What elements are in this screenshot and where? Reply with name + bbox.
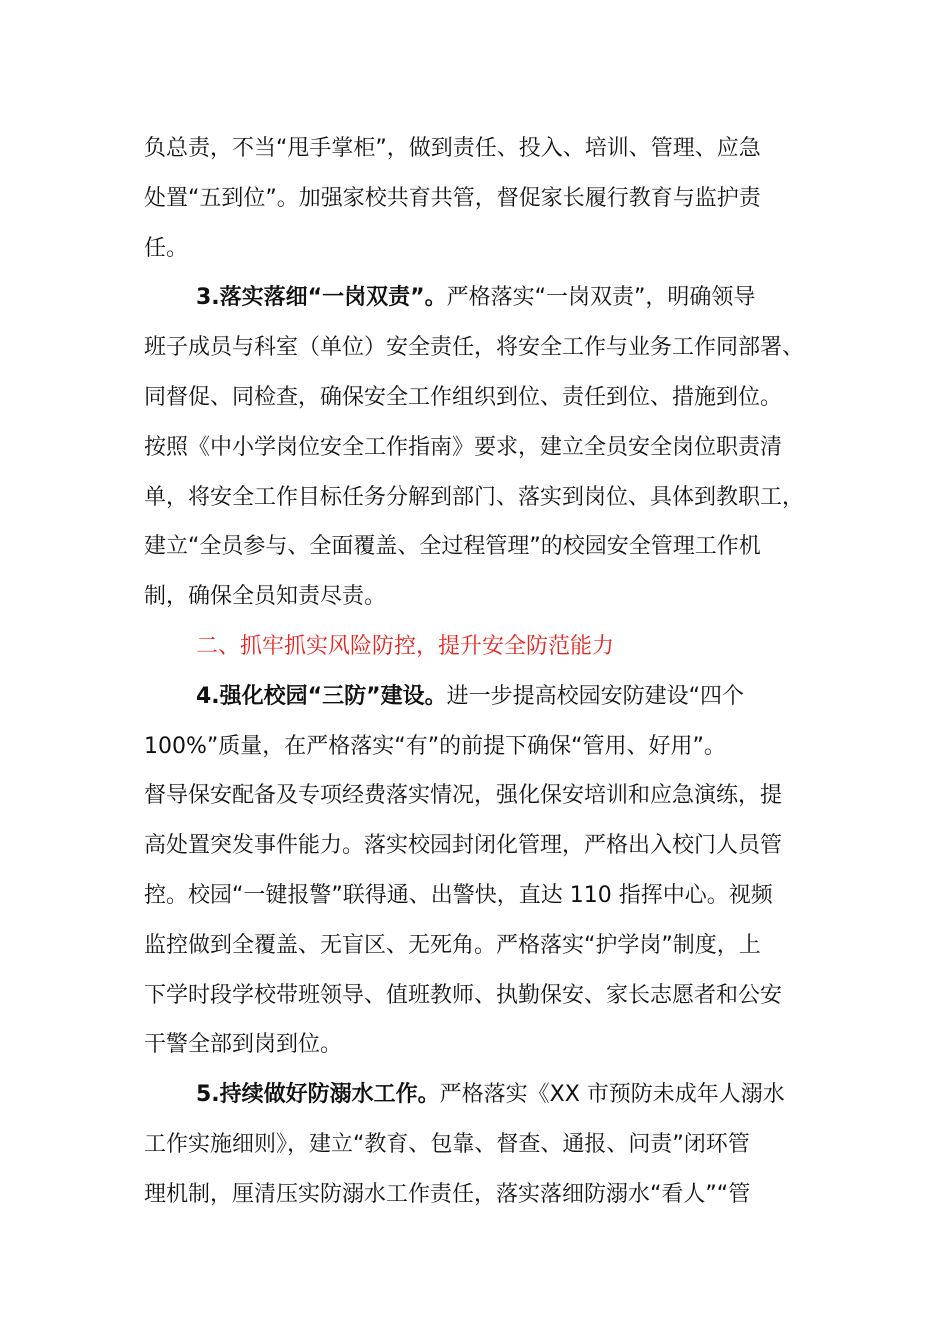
chapter-heading-text: 二、抓牢抓实风险防控，提升安全防范能力 [196, 634, 615, 659]
paragraph-line [144, 582, 386, 612]
paragraph-line [196, 632, 614, 662]
paragraph-line [144, 981, 782, 1011]
body-text: 建立“全员参与、全面覆盖、全过程管理”的校园安全管理工作机 [144, 534, 761, 560]
body-text: 任。 [144, 235, 189, 261]
body-text: 同督促、同检查，确保安全工作组织到位、责任到位、措施到位。 [144, 385, 783, 410]
body-text: 班子成员与科室（单位）安全责任，将安全工作与业务工作同部署、 [144, 335, 805, 361]
body-text: 严格落实《XX 市预防未成年人溺水 [439, 1082, 785, 1108]
paragraph-line [144, 383, 782, 413]
section-heading-text: 3.落实落细“一岗双责”。 [196, 285, 447, 311]
paragraph-line [196, 682, 744, 712]
body-text: 制，确保全员知责尽责。 [144, 584, 387, 610]
paragraph-line [196, 1080, 785, 1110]
paragraph-line [144, 781, 782, 811]
paragraph-line [144, 333, 804, 363]
body-text: 监控做到全覆盖、无盲区、无死角。严格落实“护学岗”制度，上 [144, 932, 761, 958]
body-text: 控。校园“一键报警”联得通、出警快，直达 110 指挥中心。视频 [144, 883, 773, 908]
body-text: 单，将安全工作目标任务分解到部门、落实到岗位、具体到教职工， [144, 484, 805, 510]
body-text: 严格落实“一岗双责”，明确领导 [446, 285, 756, 311]
body-text: 督导保安配备及专项经费落实情况，强化保安培训和应急演练，提 [144, 783, 783, 809]
section-heading-text: 4.强化校园“三防”建设。 [196, 683, 447, 709]
paragraph-line [144, 831, 782, 861]
paragraph-line [144, 532, 761, 562]
paragraph-line [144, 1030, 342, 1060]
paragraph-line [196, 283, 755, 313]
paragraph-line [144, 234, 188, 264]
paragraph-line [144, 732, 726, 762]
body-text: 理机制，厘清压实防溺水工作责任，落实落细防溺水“看人”“管 [144, 1181, 751, 1207]
section-heading-text: 5.持续做好防溺水工作。 [196, 1082, 440, 1108]
body-text: 工作实施细则》，建立“教育、包靠、督查、通报、问责”闭环管 [144, 1132, 750, 1157]
body-text: 按照《中小学岗位安全工作指南》要求，建立全员安全岗位职责清 [144, 434, 783, 460]
body-text: 下学时段学校带班领导、值班教师、执勤保安、家长志愿者和公安 [144, 982, 783, 1008]
paragraph-line [144, 931, 761, 961]
body-text: 高处置突发事件能力。落实校园封闭化管理，严格出入校门人员管 [144, 833, 783, 859]
paragraph-line [144, 1130, 750, 1160]
paragraph-line [144, 433, 782, 463]
body-text: 进一步提高校园安防建设“四个 [446, 683, 744, 709]
body-text: 负总责，不当“甩手掌柜”，做到责任、投入、培训、管理、应急 [144, 136, 761, 161]
body-text: 100%”质量，在严格落实“有”的前提下确保“管用、好用”。 [144, 733, 726, 759]
paragraph-line [144, 184, 761, 214]
paragraph-line [144, 134, 761, 164]
paragraph-line [144, 1180, 750, 1210]
body-text: 处置“五到位”。加强家校共育共管，督促家长履行教育与监护责 [144, 185, 761, 211]
body-text: 干警全部到岗到位。 [144, 1032, 343, 1058]
paragraph-line [144, 483, 804, 513]
paragraph-line [144, 881, 773, 911]
